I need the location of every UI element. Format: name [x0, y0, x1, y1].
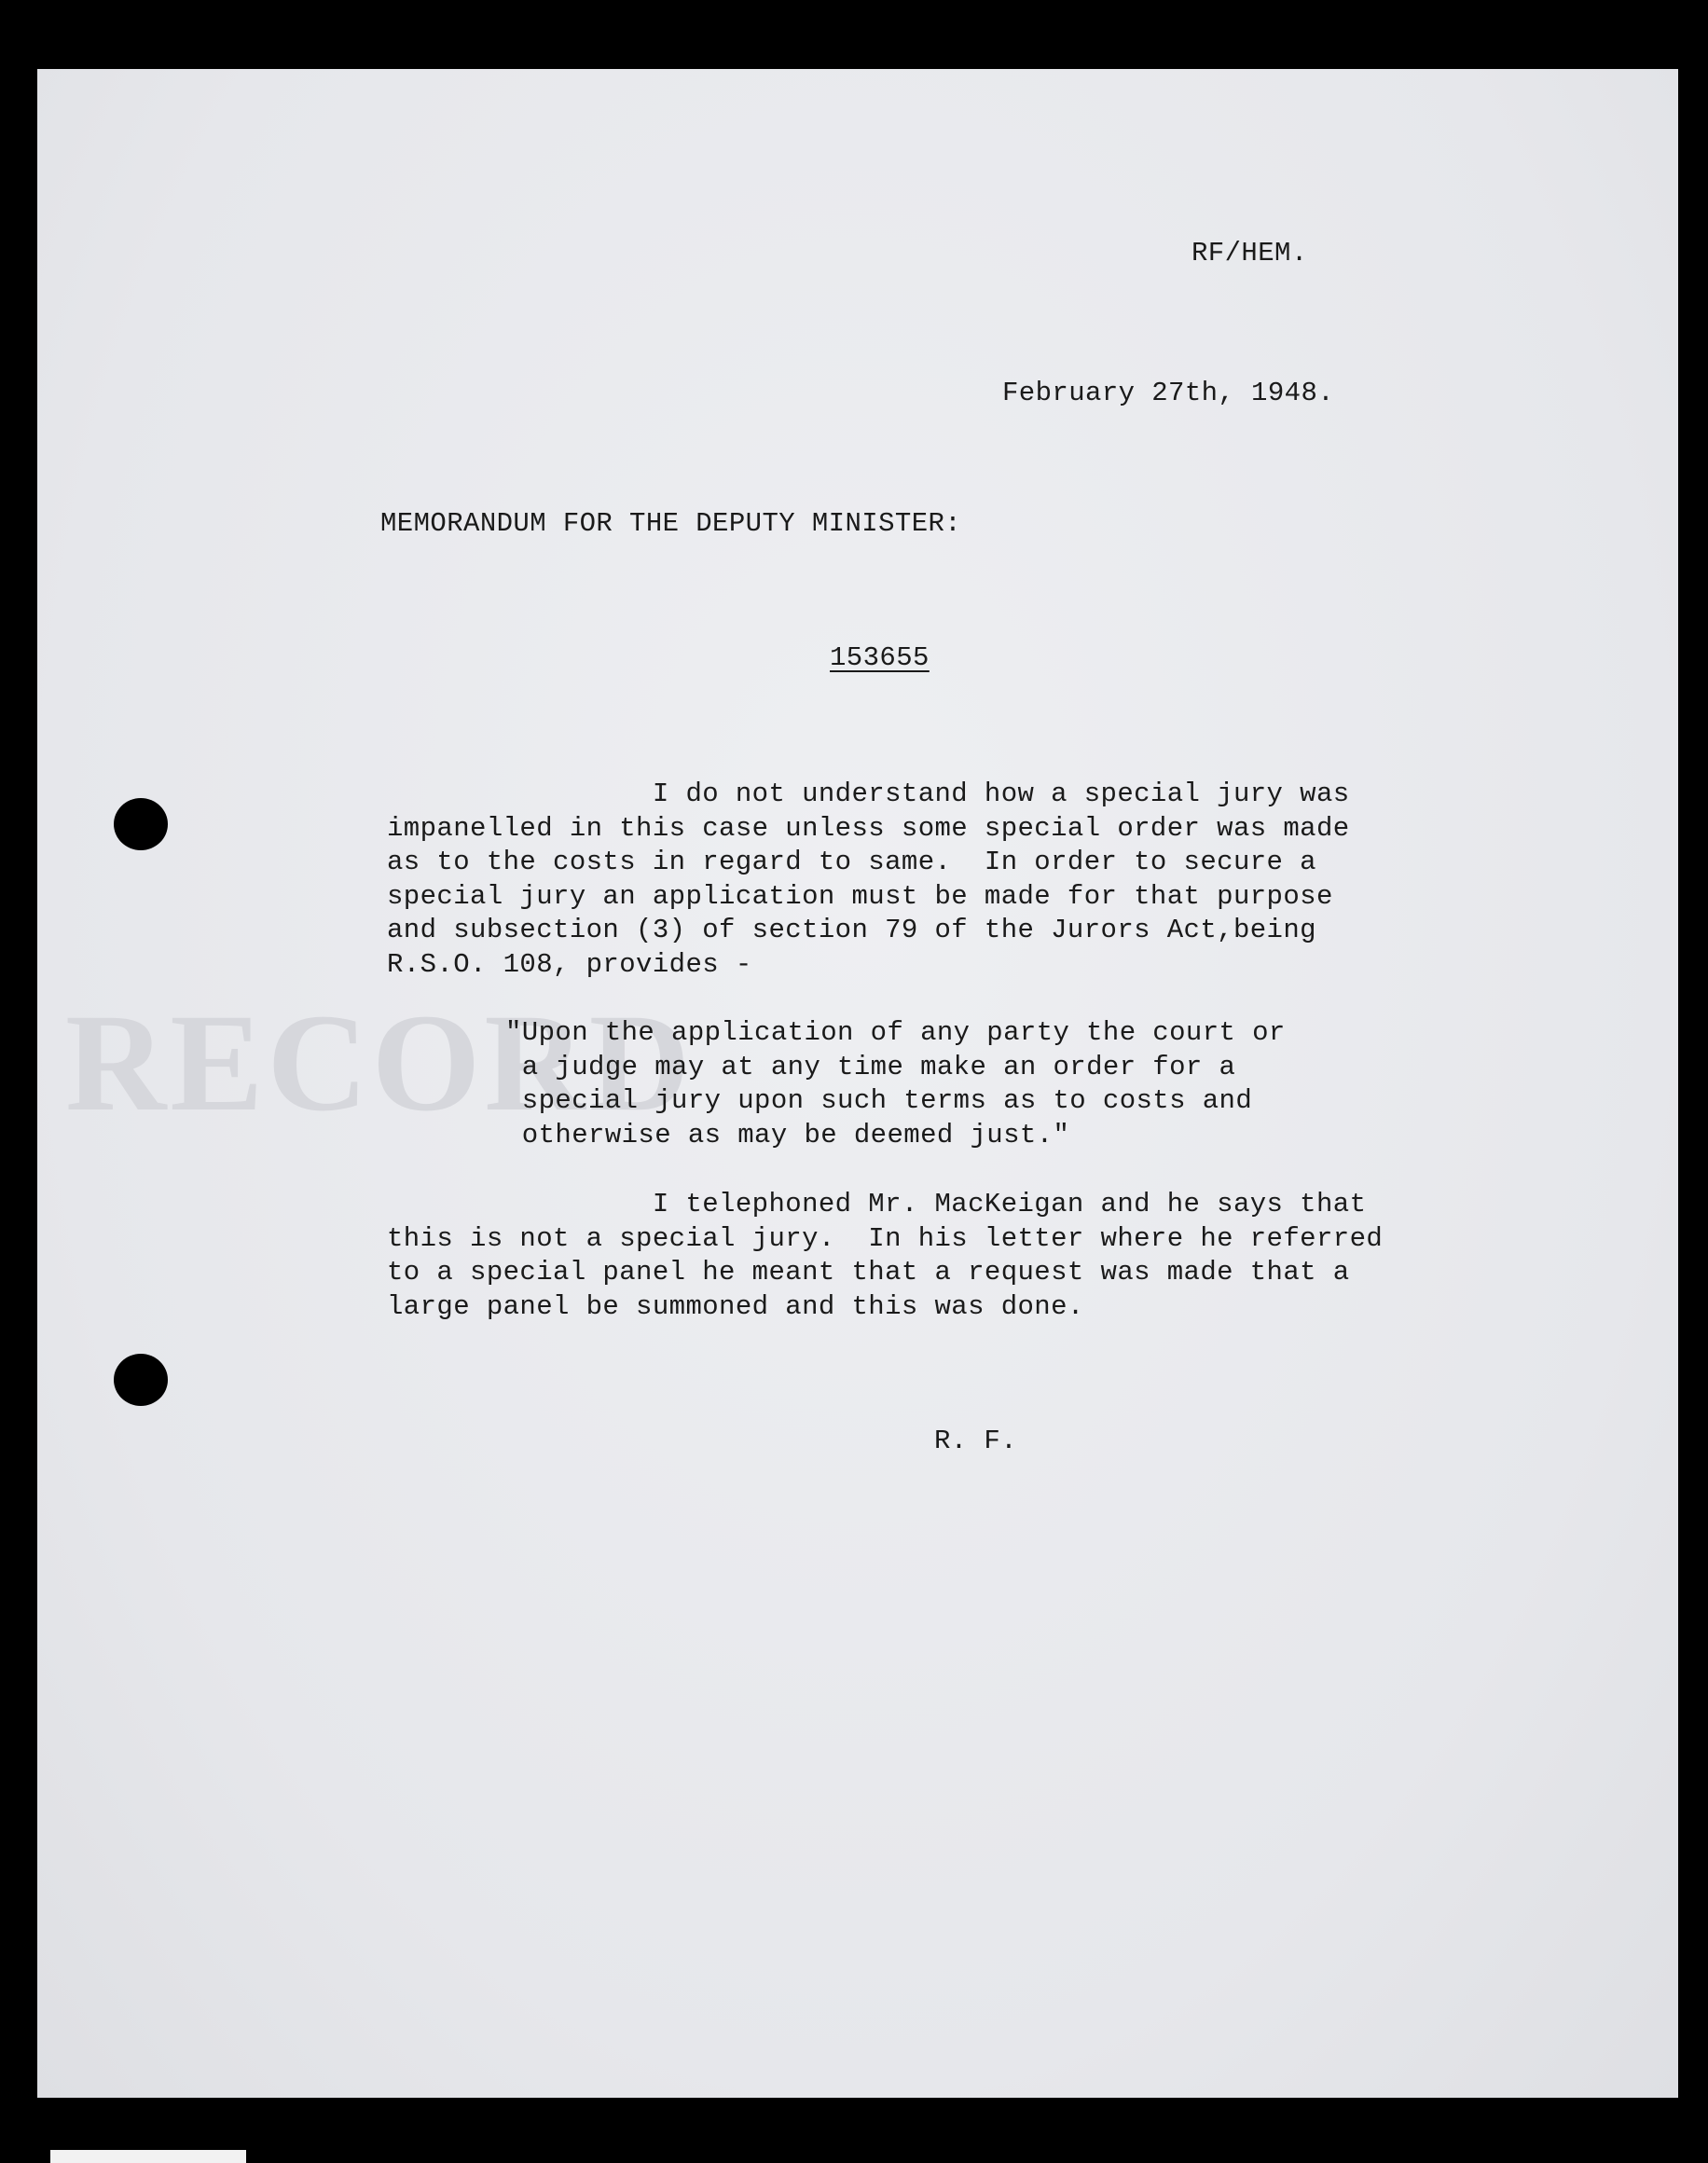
memo-page: [37, 69, 1678, 2098]
paragraph-line: and subsection (3) of section 79 of the Jurors Act,being: [387, 915, 1316, 945]
paragraph-line: this is not a special jury. In his letter where he referred: [387, 1222, 1384, 1254]
quotation-line: special jury upon such terms as to costs and: [505, 1085, 1253, 1116]
paragraph-line: I telephoned Mr. MacKeigan and he says that: [387, 1189, 1367, 1219]
paragraph-line: special jury an application must be made for that purpose: [387, 880, 1333, 912]
paragraph-line: R.S.O. 108, provides -: [387, 948, 752, 980]
paragraph-line: as to the costs in regard to same. In order to secure a: [387, 847, 1316, 877]
bleed-through-mark: RECORD: [65, 985, 695, 1140]
film-edge-tab: [50, 2150, 246, 2163]
punch-hole-top: [114, 798, 168, 850]
memo-heading: MEMORANDUM FOR THE DEPUTY MINISTER:: [380, 508, 962, 539]
paragraph-line: impanelled in this case unless some special order was made: [387, 812, 1350, 844]
paragraph-line: I do not understand how a special jury was: [387, 778, 1350, 809]
punch-hole-bottom: [114, 1354, 168, 1406]
paragraph-line: large panel be summoned and this was done.: [387, 1290, 1084, 1322]
quotation-line: "Upon the application of any party the court or: [505, 1017, 1286, 1048]
quotation-line: a judge may at any time make an order for a: [505, 1051, 1236, 1082]
reference-initials: RF/HEM.: [1191, 238, 1308, 269]
paragraph-line: to a special panel he meant that a request was made that a: [387, 1257, 1350, 1288]
quotation-line: otherwise as may be deemed just.": [505, 1119, 1070, 1150]
memo-date: February 27th, 1948.: [1002, 378, 1335, 408]
file-number: 153655: [830, 642, 930, 673]
signature-initials: R. F.: [934, 1426, 1018, 1456]
